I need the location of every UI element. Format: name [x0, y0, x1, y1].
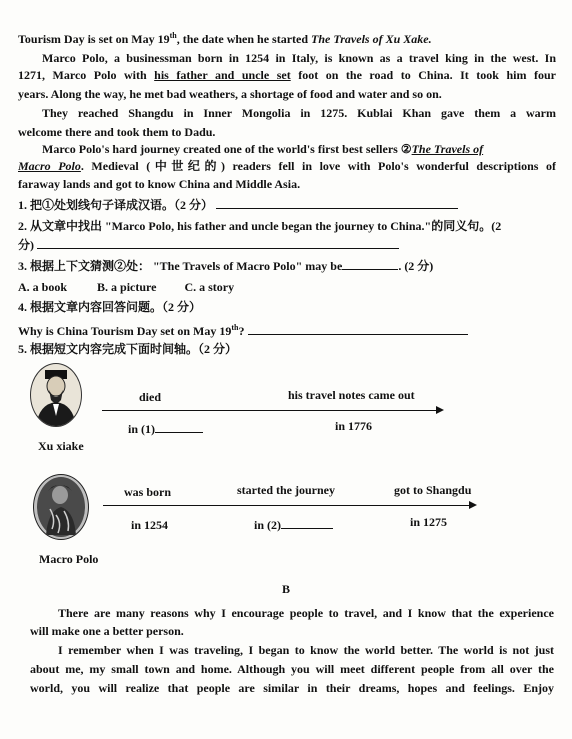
portrait-icon — [31, 364, 81, 426]
passage-a-line-5: They reached Shangdu in Inner Mongolia in 1275. Kublai Khan gave them a warm — [42, 106, 556, 120]
question-4: 4. 根据文章内容回答问题。（2 分） — [18, 300, 202, 314]
portrait-icon — [34, 475, 88, 539]
passage-a-line-2: Marco Polo, a businessman born in 1254 in Italy, is known as a travel king in the west. In — [42, 51, 556, 65]
polo-timeline-arrow — [103, 505, 475, 506]
polo-date-3: in 1275 — [410, 515, 448, 529]
polo-date-2 — [254, 517, 333, 533]
passage-a-line-9: faraway lands and got to know China and Middle Asia. — [18, 177, 301, 191]
book-title: The Travels of — [411, 142, 484, 156]
date-label: in (2) — [254, 518, 281, 532]
xu-date-1 — [128, 421, 203, 437]
question-5: 5. 根据短文内容完成下面时间轴。（2 分） — [18, 342, 238, 356]
timeline-blank-2[interactable] — [281, 517, 333, 529]
text: . Medieval (中世纪的) readers fell in love with Polo's wonderful descriptions of — [80, 159, 556, 173]
answer-blank-4[interactable] — [248, 323, 468, 335]
question-3-options — [18, 279, 556, 295]
xu-xiake-label: Xu xiake — [38, 439, 84, 453]
book-title: Macro Polo — [18, 159, 81, 173]
xu-date-2: in 1776 — [335, 419, 373, 433]
question-3 — [18, 258, 556, 274]
answer-blank-3[interactable] — [342, 258, 398, 270]
marco-polo-portrait — [33, 474, 89, 540]
text: Tourism Day is set on May 19 — [18, 32, 170, 46]
question-1 — [18, 197, 556, 213]
book-title: The Travels of Xu Xake. — [311, 32, 432, 46]
passage-a-line-4: years. Along the way, he met bad weathers, a shortage of food and water and so on. — [18, 87, 442, 101]
question-2-continued — [18, 237, 556, 253]
passage-b-line-4: about me, my small town and home. Although you will meet different people from all over the — [30, 662, 554, 676]
passage-b-line-3: I remember when I was traveling, I began to know the world better. The world is not just — [58, 643, 554, 657]
question-text: 3. 根据上下文猜测②处： "The Travels of Macro Polo" may be — [18, 259, 343, 273]
xu-event-died: died — [139, 390, 162, 404]
option-a[interactable]: A. a book — [18, 280, 68, 294]
question-text: 分) — [18, 238, 34, 252]
polo-event-shangdu: got to Shangdu — [394, 483, 472, 497]
passage-a-line-1 — [18, 28, 556, 47]
question-points: . (2 分) — [398, 259, 434, 273]
polo-event-born: was born — [124, 485, 172, 499]
passage-b-line-1: There are many reasons why I encourage people to travel, and I know that the experience — [58, 606, 554, 620]
passage-a-line-6: welcome there and took them to Dadu. — [18, 125, 216, 139]
polo-event-journey: started the journey — [237, 483, 335, 497]
text: 1, Marco Polo with — [36, 68, 155, 82]
marco-polo-label: Macro Polo — [39, 552, 99, 566]
question-text: Why is China Tourism Day set on May 19 — [18, 324, 232, 338]
xu-xiake-portrait — [30, 363, 82, 427]
text: Marco Polo's hard journey created one of the world's first best sellers ② — [42, 142, 412, 156]
underlined-sentence: his father and uncle set — [154, 68, 291, 82]
date-label: in (1) — [128, 422, 155, 436]
text: 127 — [18, 68, 36, 82]
answer-blank-1[interactable] — [216, 197, 458, 209]
xu-event-notes: his travel notes came out — [288, 388, 415, 402]
passage-a-line-7 — [42, 141, 556, 157]
question-text: 1. 把①处划线句子译成汉语。（2 分） — [18, 198, 214, 212]
timeline-blank-1[interactable] — [155, 421, 203, 433]
passage-b-line-5: world, you will realize that people are similar in their dreams, hopes and feelings. Enjoy — [30, 681, 554, 695]
xu-timeline-arrow — [102, 410, 442, 411]
text: foot on the road to China. It took him four — [290, 68, 556, 82]
answer-blank-2[interactable] — [37, 237, 399, 249]
section-b-title: B — [281, 582, 290, 596]
question-4-prompt — [18, 320, 556, 339]
passage-a-line-8 — [18, 158, 556, 174]
question-text: ? — [238, 324, 245, 338]
passage-b-line-2: will make one a better person. — [30, 624, 184, 638]
question-2: 2. 从文章中找出 "Marco Polo, his father and uncle began the journey to China."的同义句。(2 — [18, 219, 502, 233]
polo-date-1: in 1254 — [131, 518, 169, 532]
text: , the date when he started — [176, 32, 312, 46]
passage-a-line-3 — [18, 67, 556, 83]
superscript: th — [231, 323, 239, 332]
option-c[interactable]: C. a story — [184, 280, 235, 294]
option-b[interactable]: B. a picture — [97, 280, 157, 294]
superscript: th — [169, 31, 177, 40]
